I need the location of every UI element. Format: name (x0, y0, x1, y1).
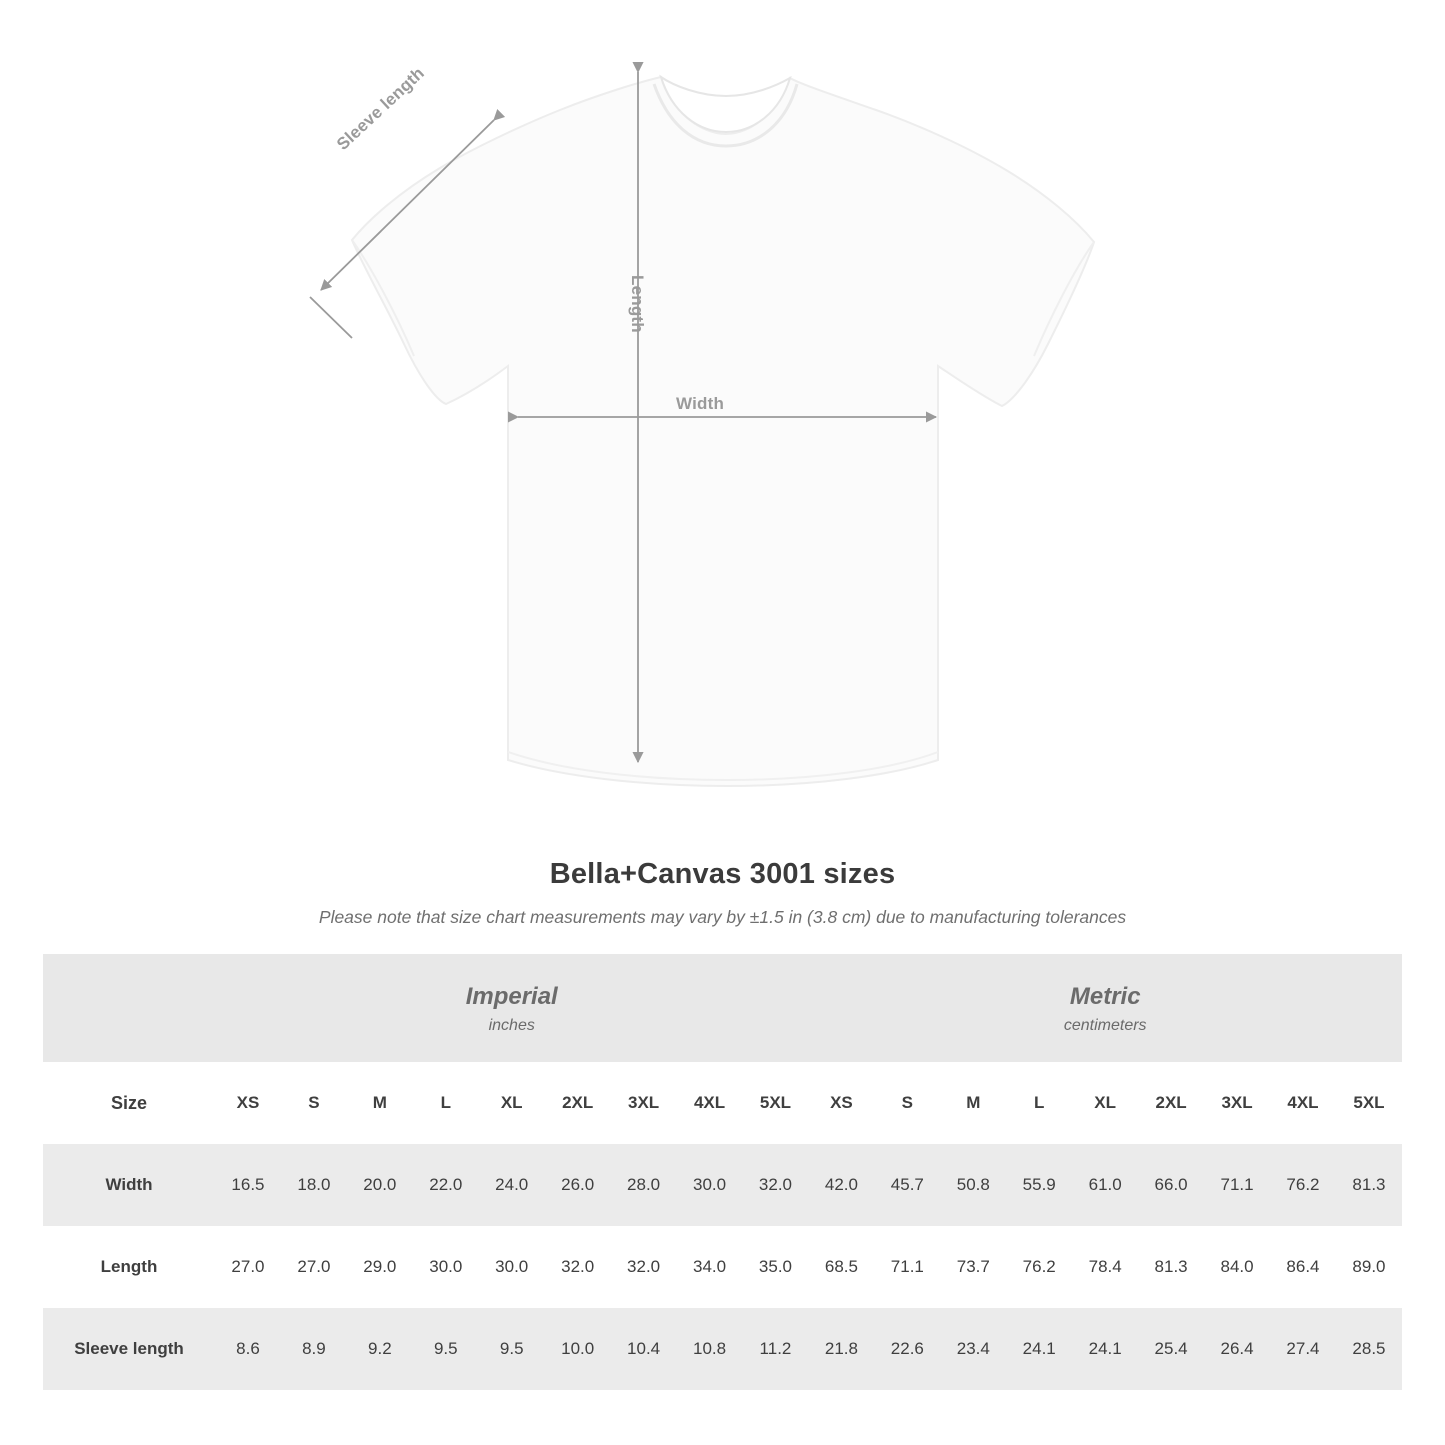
tshirt-shape (352, 77, 1094, 786)
table-row (43, 1144, 1402, 1226)
unit-corner-cell (43, 954, 215, 1062)
size-table (43, 954, 1402, 1390)
unit-group-imperial-label: Imperial (465, 982, 558, 1010)
cell-width-2xl-in: 26.0 (545, 1144, 611, 1226)
size-col-2xl-imperial: 2XL (545, 1062, 611, 1144)
width-label: Width (676, 394, 725, 413)
size-col-5xl-metric: 5XL (1336, 1062, 1402, 1144)
cell-length-m-cm: 73.7 (940, 1226, 1006, 1308)
unit-group-imperial (215, 954, 808, 1062)
size-col-l-imperial: L (413, 1062, 479, 1144)
cell-length-3xl-in: 32.0 (611, 1226, 677, 1308)
unit-group-metric (808, 954, 1402, 1062)
size-col-m-metric: M (940, 1062, 1006, 1144)
cell-sleeve-l-cm: 24.1 (1006, 1308, 1072, 1390)
cell-length-xl-in: 30.0 (479, 1226, 545, 1308)
cell-sleeve-2xl-in: 10.0 (545, 1308, 611, 1390)
cell-width-4xl-cm: 76.2 (1270, 1144, 1336, 1226)
unit-header-row (43, 954, 1402, 1062)
cell-length-m-in: 29.0 (347, 1226, 413, 1308)
cell-length-5xl-in: 35.0 (743, 1226, 809, 1308)
cell-length-xs-cm: 68.5 (808, 1226, 874, 1308)
cell-length-xl-cm: 78.4 (1072, 1226, 1138, 1308)
unit-group-metric-label: Metric (1069, 982, 1141, 1010)
cell-length-4xl-in: 34.0 (677, 1226, 743, 1308)
unit-group-metric-sub: centimeters (1063, 1016, 1147, 1034)
cell-length-5xl-cm: 89.0 (1336, 1226, 1402, 1308)
cell-width-5xl-in: 32.0 (743, 1144, 809, 1226)
size-col-m-imperial: M (347, 1062, 413, 1144)
cell-sleeve-s-cm: 22.6 (874, 1308, 940, 1390)
row-label-width: Width (43, 1144, 215, 1226)
cell-width-s-in: 18.0 (281, 1144, 347, 1226)
tolerance-note: Please note that size chart measurements may vary by ±1.5 in (3.8 cm) due to manufacturing tolerances (318, 907, 1127, 927)
row-label-sleeve-length: Sleeve length (43, 1308, 215, 1390)
size-col-xs-metric: XS (808, 1062, 874, 1144)
row-label-length: Length (43, 1226, 215, 1308)
cell-width-s-cm: 45.7 (874, 1144, 940, 1226)
cell-width-5xl-cm: 81.3 (1336, 1144, 1402, 1226)
cell-width-xs-cm: 42.0 (808, 1144, 874, 1226)
cell-sleeve-3xl-in: 10.4 (611, 1308, 677, 1390)
cell-sleeve-m-cm: 23.4 (940, 1308, 1006, 1390)
cell-sleeve-5xl-cm: 28.5 (1336, 1308, 1402, 1390)
size-col-xl-metric: XL (1072, 1062, 1138, 1144)
size-col-5xl-imperial: 5XL (743, 1062, 809, 1144)
cell-width-m-in: 20.0 (347, 1144, 413, 1226)
cell-length-s-in: 27.0 (281, 1226, 347, 1308)
cell-sleeve-xs-cm: 21.8 (808, 1308, 874, 1390)
size-col-l-metric: L (1006, 1062, 1072, 1144)
size-col-3xl-imperial: 3XL (611, 1062, 677, 1144)
cell-length-l-cm: 76.2 (1006, 1226, 1072, 1308)
size-header-row (43, 1062, 1402, 1144)
cell-width-l-in: 22.0 (413, 1144, 479, 1226)
cell-width-2xl-cm: 66.0 (1138, 1144, 1204, 1226)
cell-sleeve-4xl-cm: 27.4 (1270, 1308, 1336, 1390)
cell-width-4xl-in: 30.0 (677, 1144, 743, 1226)
size-col-s-imperial: S (281, 1062, 347, 1144)
cell-sleeve-xl-cm: 24.1 (1072, 1308, 1138, 1390)
cell-width-xs-in: 16.5 (215, 1144, 281, 1226)
cell-sleeve-m-in: 9.2 (347, 1308, 413, 1390)
cell-sleeve-2xl-cm: 25.4 (1138, 1308, 1204, 1390)
cell-sleeve-xs-in: 8.6 (215, 1308, 281, 1390)
cell-sleeve-s-in: 8.9 (281, 1308, 347, 1390)
cell-length-4xl-cm: 86.4 (1270, 1226, 1336, 1308)
table-row (43, 1226, 1402, 1308)
cell-sleeve-xl-in: 9.5 (479, 1308, 545, 1390)
cell-length-2xl-cm: 81.3 (1138, 1226, 1204, 1308)
cell-width-m-cm: 50.8 (940, 1144, 1006, 1226)
size-header-cell: Size (43, 1062, 215, 1144)
cell-width-xl-cm: 61.0 (1072, 1144, 1138, 1226)
cell-width-3xl-in: 28.0 (611, 1144, 677, 1226)
cell-length-3xl-cm: 84.0 (1204, 1226, 1270, 1308)
cell-sleeve-3xl-cm: 26.4 (1204, 1308, 1270, 1390)
page-title: Bella+Canvas 3001 sizes (549, 858, 896, 890)
size-col-s-metric: S (874, 1062, 940, 1144)
cell-length-l-in: 30.0 (413, 1226, 479, 1308)
size-col-4xl-imperial: 4XL (677, 1062, 743, 1144)
size-col-4xl-metric: 4XL (1270, 1062, 1336, 1144)
size-table-wrapper (43, 954, 1402, 1390)
unit-group-imperial-sub: inches (488, 1016, 535, 1034)
cell-length-s-cm: 71.1 (874, 1226, 940, 1308)
length-label: Length (628, 275, 647, 333)
cell-length-xs-in: 27.0 (215, 1226, 281, 1308)
size-col-2xl-metric: 2XL (1138, 1062, 1204, 1144)
size-col-xs-imperial: XS (215, 1062, 281, 1144)
cell-width-l-cm: 55.9 (1006, 1144, 1072, 1226)
cell-width-3xl-cm: 71.1 (1204, 1144, 1270, 1226)
size-col-xl-imperial: XL (479, 1062, 545, 1144)
cell-sleeve-l-in: 9.5 (413, 1308, 479, 1390)
cell-sleeve-5xl-in: 11.2 (743, 1308, 809, 1390)
title-block (0, 858, 1445, 928)
size-col-3xl-metric: 3XL (1204, 1062, 1270, 1144)
cell-sleeve-4xl-in: 10.8 (677, 1308, 743, 1390)
sleeve-length-label: Sleeve length (333, 63, 429, 154)
cell-width-xl-in: 24.0 (479, 1144, 545, 1226)
table-row (43, 1308, 1402, 1390)
cell-length-2xl-in: 32.0 (545, 1226, 611, 1308)
